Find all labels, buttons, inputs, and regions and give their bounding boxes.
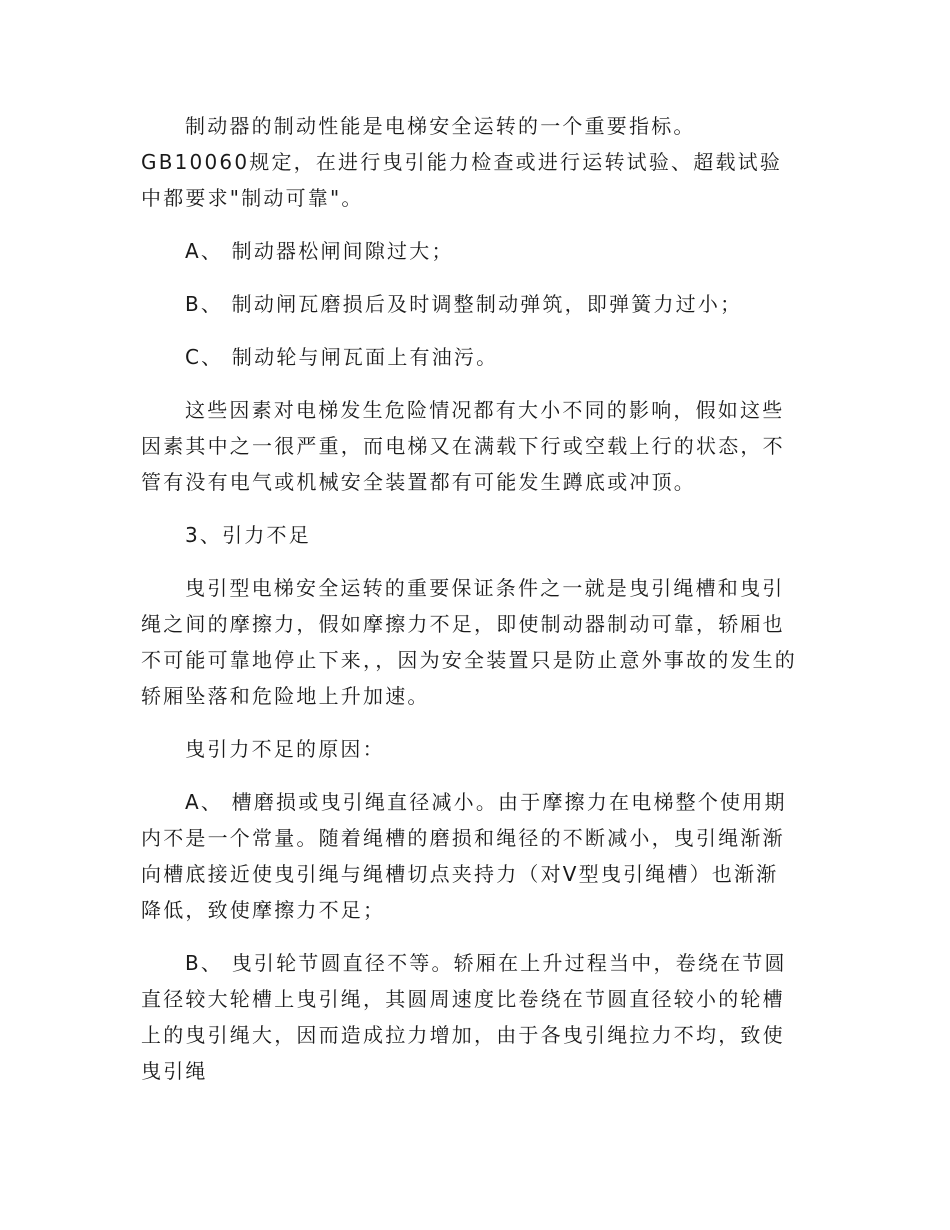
list-item-oil-contamination: C、 制动轮与闸瓦面上有油污。 <box>185 345 499 369</box>
document-body <box>141 108 797 1106</box>
paragraph-brake-performance: 制动器的制动性能是电梯安全运转的一个重要指标。GB10060规定，在进行曳引能力检查或进行运转试验、超载试验中都要求"制动可靠"。 <box>141 114 783 210</box>
list-item-pitch-diameter: B、 曳引轮节圆直径不等。轿厢在上升过程当中，卷绕在节圆直径较大轮槽上曳引绳，其圆周速度比卷绕在节圆直径较小的轮槽上的曳引绳大，因而造成拉力增加，由于各曳引绳拉力不均，致使曳引绳 <box>141 951 787 1083</box>
paragraph-traction-friction: 曳引型电梯安全运转的重要保证条件之一就是曳引绳槽和曳引绳之间的摩擦力，假如摩擦力不足，即使制动器制动可靠，轿厢也不可能可靠地停止下来，，因为安全装置只是防止意外事故的发生的轿厢坠落和危险地上升加速。 <box>141 576 797 708</box>
list-item-brake-gap: A、 制动器松闸间隙过大； <box>185 239 454 263</box>
paragraph-traction-causes-heading: 曳引力不足的原因： <box>185 737 385 761</box>
paragraph-risk-factors: 这些因素对电梯发生危险情况都有大小不同的影响，假如这些因素其中之一很严重，而电梯又在满载下行或空载上行的状态，不管有没有电气或机械安全装置都有可能发生蹲底或冲顶。 <box>141 398 785 494</box>
list-item-brake-shoe-wear: B、 制动闸瓦磨损后及时调整制动弹筑，即弹簧力过小； <box>185 292 743 316</box>
section-heading-traction: 3、引力不足 <box>185 523 311 547</box>
list-item-groove-wear: A、 槽磨损或曳引绳直径减小。由于摩擦力在电梯整个使用期内不是一个常量。随着绳槽的磨损和绳径的不断减小，曳引绳渐渐向槽底接近使曳引绳与绳槽切点夹持力（对V型曳引绳槽）也渐渐降低，致使摩擦力不足； <box>141 790 787 922</box>
